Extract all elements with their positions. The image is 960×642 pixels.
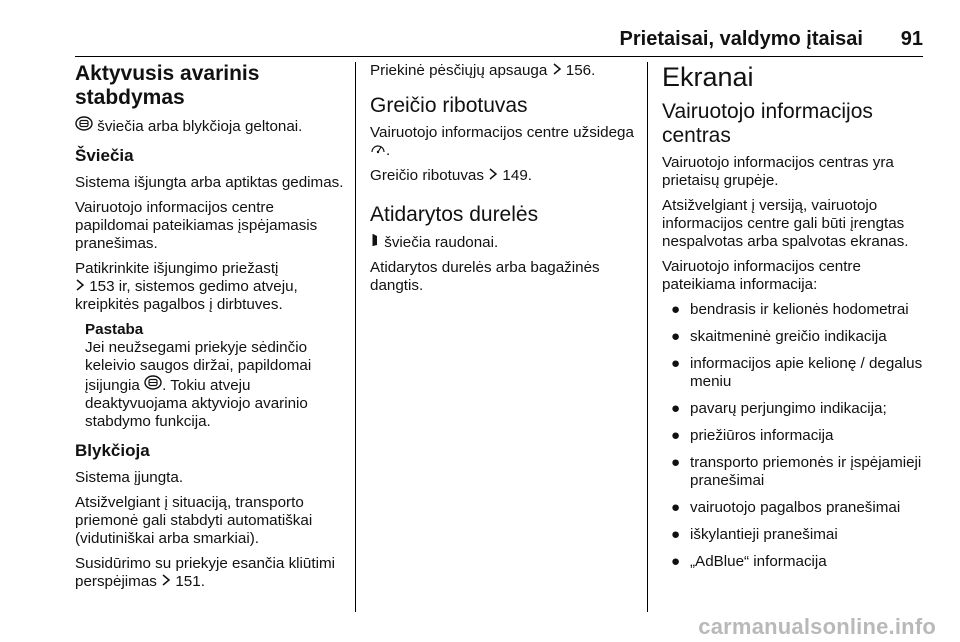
door-open-icon: [370, 233, 380, 252]
list-item: ● transporto priemonės ir įspėjamieji pranešimai: [671, 454, 922, 489]
paragraph: šviečia raudonai.: [370, 233, 640, 252]
paragraph: Vairuotojo informacijos centras yra prietaisų grupėje.: [662, 154, 894, 189]
subheading-blykcioja: Blykčioja: [75, 441, 150, 460]
page-number: 91: [900, 28, 923, 50]
list-item: ● vairuotojo pagalbos pranešimai: [671, 499, 901, 516]
list-item: ● iškylantieji pranešimai: [671, 526, 838, 543]
paragraph: Patikrinkite išjungimo priežastį 153 ir, sistemos gedimo atveju, kreipkitės pagalbos į dirbtuves.: [75, 260, 298, 313]
paragraph: Atsižvelgiant į situaciją, transporto priemonė gali stabdyti automatiškai (vidutiniškai arba smarkiai).: [75, 494, 313, 547]
paragraph: Vairuotojo informacijos centre užsidega .: [370, 124, 634, 159]
heading-dic: Vairuotojo informacijos centras: [662, 100, 873, 147]
paragraph: Priekinė pėsčiųjų apsauga 156.: [370, 62, 596, 79]
heading-speed-limiter: Greičio ribotuvas: [370, 94, 528, 117]
list-item: ● skaitmeninė greičio indikacija: [671, 328, 887, 345]
paragraph: Sistema įjungta.: [75, 469, 184, 486]
page-reference-icon: [488, 167, 498, 185]
column-divider-1: [355, 62, 356, 612]
column-divider-2: [647, 62, 648, 612]
list-item: ● „AdBlue“ informacija: [671, 553, 827, 570]
paragraph: Atsižvelgiant į versiją, vairuotojo informacijos centre gali būti įrengtas nespalvotas arba spalvotas ekranas.: [662, 197, 909, 250]
paragraph: Vairuotojo informacijos centre pateikiama informacija:: [662, 258, 861, 293]
paragraph: Sistema išjungta arba aptiktas gedimas.: [75, 174, 344, 191]
header-rule: [75, 56, 923, 57]
column-1: [75, 62, 345, 598]
page-reference-icon: [552, 62, 562, 80]
info-list: [662, 301, 930, 571]
page-title: Prietaisai, valdymo įtaisai: [619, 28, 863, 50]
collision-warning-icon: [144, 375, 162, 395]
watermark: carmanualsonline.info: [698, 614, 936, 639]
heading-aeb: Aktyvusis avarinis stabdymas: [75, 62, 260, 109]
paragraph: šviečia arba blykčioja geltonai.: [75, 116, 345, 136]
list-item: ● bendrasis ir kelionės hodometrai: [671, 301, 909, 318]
list-item: ● priežiūros informacija: [671, 427, 834, 444]
paragraph: Vairuotojo informacijos centre papildomai pateikiamas įspėjamasis pranešimas.: [75, 199, 318, 252]
heading-displays: Ekranai: [662, 62, 754, 92]
list-item: ● informacijos apie kelionę / degalus meniu: [671, 355, 923, 390]
page-header: [75, 28, 923, 54]
paragraph: Greičio ribotuvas 149.: [370, 167, 532, 184]
speed-limiter-icon: [370, 142, 386, 160]
note-box: Pastaba Jei neužsegami priekyje sėdinčio keleivio saugos diržai, papildomai įsijungia . Tokiu atveju deaktyvuojama aktyviojo avarinio stabdymo funkcija.: [85, 321, 345, 431]
column-2: [370, 62, 640, 302]
list-item: ● pavarų perjungimo indikacija;: [671, 400, 887, 417]
page-reference-icon: [75, 278, 85, 296]
column-3: [662, 62, 930, 580]
paragraph: Susidūrimo su priekyje esančia kliūtimi perspėjimas 151.: [75, 555, 335, 590]
note-title: Pastaba: [85, 321, 144, 338]
paragraph: Atidarytos durelės arba bagažinės dangtis.: [370, 259, 600, 294]
subheading-sviecia: Šviečia: [75, 146, 134, 165]
collision-warning-icon: [75, 116, 93, 136]
page-reference-icon: [161, 573, 171, 591]
heading-doors-open: Atidarytos durelės: [370, 203, 539, 226]
